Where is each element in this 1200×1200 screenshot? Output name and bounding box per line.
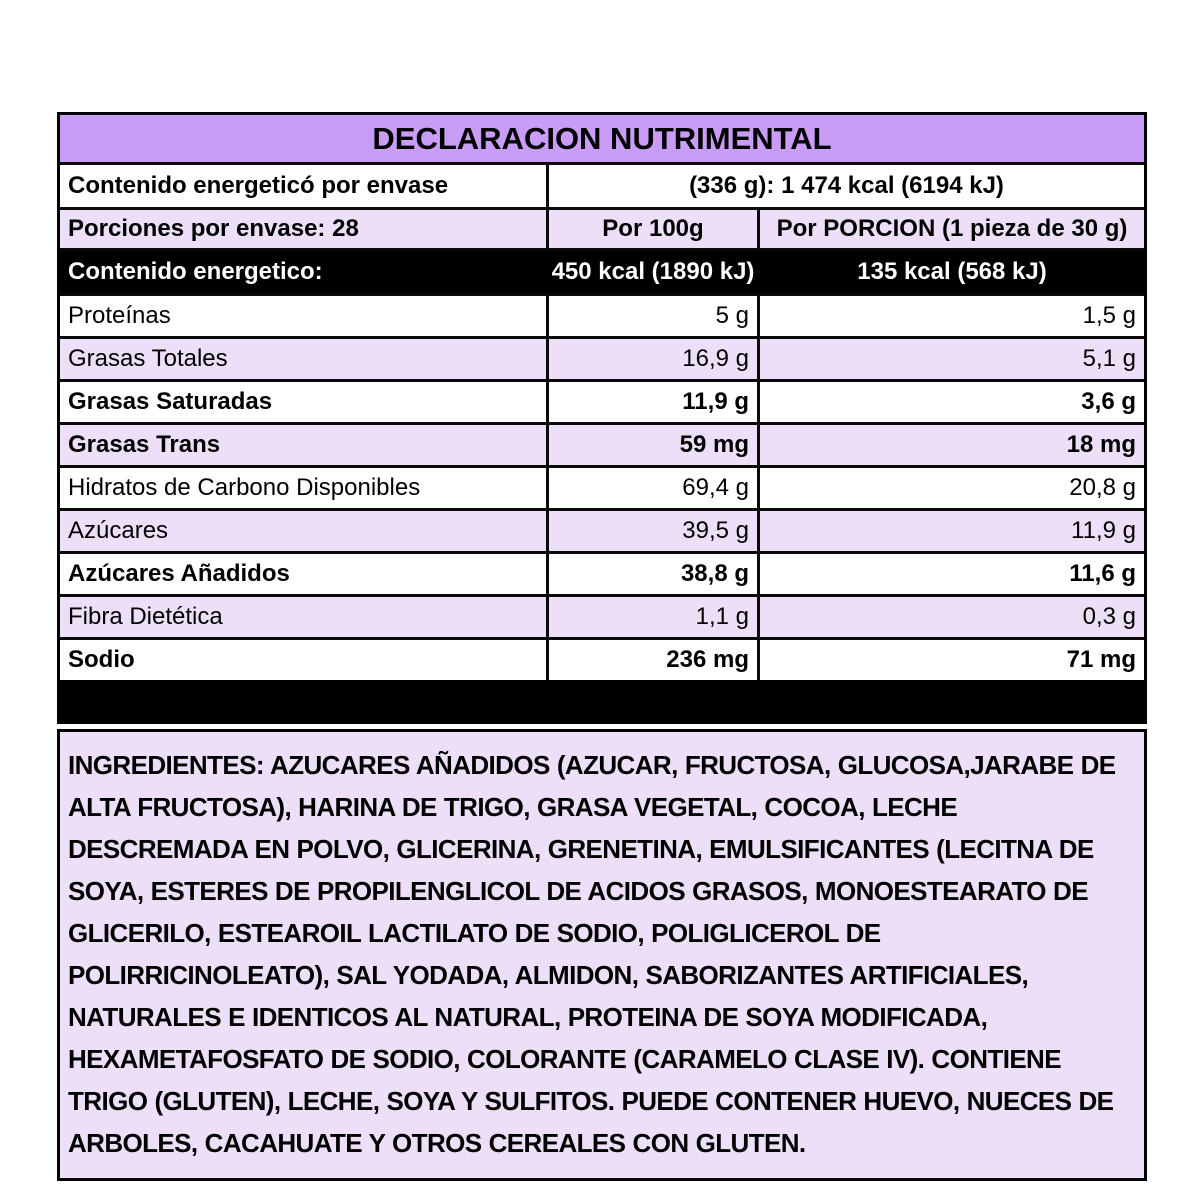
table-row bbox=[60, 597, 1144, 640]
nutrient-per-100g-value: 38,8 g bbox=[546, 554, 760, 594]
nutrient-label: Azúcares bbox=[68, 516, 169, 544]
energy-per-package-row bbox=[60, 165, 1144, 210]
nutrient-label: Azúcares Añadidos bbox=[68, 559, 290, 587]
nutrient-per-100g-value: 236 mg bbox=[546, 640, 760, 680]
nutrient-per-100g-value: 39,5 g bbox=[546, 511, 760, 551]
nutrition-table bbox=[57, 112, 1147, 724]
nutrient-per-portion-value: 0,3 g bbox=[1082, 602, 1136, 630]
nutrient-per-portion-value: 11,6 g bbox=[1069, 559, 1136, 587]
nutrient-per-100g-value: 59 mg bbox=[546, 425, 760, 465]
energy-per-portion-value: 135 kcal (568 kJ) bbox=[857, 257, 1047, 285]
nutrient-per-100g-value: 11,9 g bbox=[546, 382, 760, 422]
nutrient-per-portion-value: 3,6 g bbox=[1081, 387, 1136, 415]
nutrient-per-100g-value: 5 g bbox=[546, 296, 760, 336]
energy-values-row bbox=[60, 251, 1144, 296]
table-row bbox=[60, 468, 1144, 511]
table-header-row bbox=[60, 115, 1144, 165]
table-row bbox=[60, 382, 1144, 425]
nutrient-rows bbox=[60, 296, 1144, 680]
nutrient-per-portion-value: 20,8 g bbox=[1069, 473, 1136, 501]
nutrient-per-portion-value: 18 mg bbox=[1066, 430, 1136, 458]
table-title: DECLARACION NUTRIMENTAL bbox=[372, 120, 832, 156]
ingredients-box bbox=[57, 729, 1147, 1181]
per-portion-column-header: Por PORCION (1 pieza de 30 g) bbox=[776, 214, 1128, 242]
nutrient-label: Hidratos de Carbono Disponibles bbox=[68, 473, 421, 501]
nutrient-per-100g-value: 69,4 g bbox=[546, 468, 760, 508]
nutrient-label: Grasas Totales bbox=[68, 344, 228, 372]
table-row bbox=[60, 296, 1144, 339]
servings-row bbox=[60, 210, 1144, 251]
per-100g-column-header: Por 100g bbox=[546, 210, 760, 248]
table-row bbox=[60, 554, 1144, 597]
separator-band bbox=[60, 680, 1144, 721]
table-row bbox=[60, 511, 1144, 554]
nutrient-per-portion-value: 71 mg bbox=[1066, 645, 1136, 673]
nutrient-label: Fibra Dietética bbox=[68, 602, 223, 630]
nutrient-label: Grasas Saturadas bbox=[68, 387, 273, 415]
nutrient-per-100g-value: 16,9 g bbox=[546, 339, 760, 379]
nutrient-label: Proteínas bbox=[68, 301, 171, 329]
table-row bbox=[60, 339, 1144, 382]
energy-values-label: Contenido energetico: bbox=[68, 257, 323, 285]
nutrient-per-portion-value: 1,5 g bbox=[1082, 301, 1136, 329]
nutrition-label bbox=[57, 112, 1147, 1181]
nutrient-per-portion-value: 5,1 g bbox=[1082, 344, 1136, 372]
energy-per-100g-value: 450 kcal (1890 kJ) bbox=[546, 251, 760, 293]
nutrient-per-portion-value: 11,9 g bbox=[1071, 516, 1136, 544]
energy-per-package-value: (336 g): 1 474 kcal (6194 kJ) bbox=[546, 165, 1144, 207]
nutrient-label: Grasas Trans bbox=[68, 430, 221, 458]
nutrient-per-100g-value: 1,1 g bbox=[546, 597, 760, 637]
ingredients-text: INGREDIENTES: AZUCARES AÑADIDOS (AZUCAR, FRUCTOSA, GLUCOSA,JARABE DE ALTA FRUCTOSA), HARINA DE TRIGO, GRASA VEGETAL, COCOA, LECHE DESCREMADA EN POLVO, GLICERINA, GRENETINA, EMULSIFICANTES (LECITNA DE SOYA, ESTERES DE PROPILENGLICOL DE ACIDOS GRASOS, MONOESTEARATO DE GLICERILO, ESTEAROIL LACTILATO DE SODIO, POLIGLICEROL DE POLIRRICINOLEATO), SAL YODADA, ALMIDON, SABORIZANTES ARTIFICIALES, NATURALES E IDENTICOS AL NATURAL, PROTEINA DE SOYA MODIFICADA, HEXAMETAFOSFATO DE SODIO, COLORANTE (CARAMELO CLASE IV). CONTIENE TRIGO (GLUTEN), LECHE, SOYA Y SULFITOS. PUEDE CONTENER HUEVO, NUECES DE ARBOLES, CACAHUATE Y OTROS CEREALES CON GLUTEN. bbox=[68, 750, 1116, 1158]
table-row bbox=[60, 640, 1144, 680]
servings-label: Porciones por envase: 28 bbox=[68, 214, 359, 242]
nutrient-label: Sodio bbox=[68, 645, 135, 673]
energy-per-package-label: Contenido energeticó por envase bbox=[68, 171, 449, 199]
table-row bbox=[60, 425, 1144, 468]
